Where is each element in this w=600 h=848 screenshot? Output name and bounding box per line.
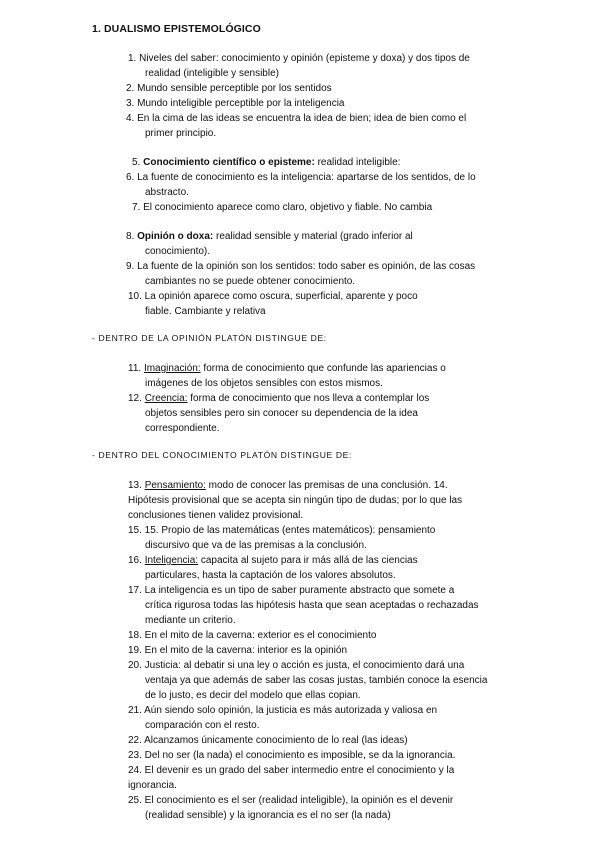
list-item-6: 6. La fuente de conocimiento es la inteligencia: apartarse de los sentidos, de lo [126, 172, 476, 183]
list-item-8-cont: conocimiento). [145, 246, 211, 257]
list-item-24-cont: ignorancia. [128, 780, 177, 791]
list-item-25-cont: (realidad sensible) y la ignorancia es el no ser (la nada) [145, 810, 391, 821]
list-item-1: 1. Niveles del saber: conocimiento y opinión (episteme y doxa) y dos tipos de [128, 53, 470, 64]
list-item-12: 12. Creencia: forma de conocimiento que nos lleva a contemplar los [128, 393, 430, 404]
list-item-17: 17. La inteligencia es un tipo de saber puramente abstracto que somete a [128, 585, 455, 596]
list-item-1-cont: realidad (inteligible y sensible) [145, 68, 279, 79]
list-item-25: 25. El conocimiento es el ser (realidad inteligible), la opinión es el devenir [128, 795, 454, 806]
list-item-9: 9. La fuente de la opinión son los sentidos: todo saber es opinión, de las cosas [126, 261, 476, 272]
list-item-17-cont: crítica rigurosa todas las hipótesis hasta que sean aceptadas o rechazadas [145, 600, 479, 611]
list-item-20: 20. Justicia: al debatir si una ley o acción es justa, el conocimiento dará una [128, 660, 465, 671]
section-heading-knowledge: - DENTRO DEL CONOCIMIENTO PLATÓN DISTINGUE DE: [92, 450, 352, 460]
list-item-24: 24. El devenir es un grado del saber intermedio entre el conocimiento y la [128, 765, 455, 776]
list-item-15: 15. 15. Propio de las matemáticas (entes matemáticos): pensamiento [128, 525, 436, 536]
list-item-18: 18. En el mito de la caverna: exterior es el conocimiento [128, 630, 377, 641]
list-item-7: 7. El conocimiento aparece como claro, objetivo y fiable. No cambia [132, 202, 433, 213]
list-item-10-cont: fiable. Cambiante y relativa [145, 306, 266, 317]
section-heading-opinion: - DENTRO DE LA OPINIÓN PLATÓN DISTINGUE DE: [92, 333, 327, 343]
list-item-22: 22. Alcanzamos únicamente conocimiento de lo real (las ideas) [128, 735, 408, 746]
list-item-4: 4. En la cima de las ideas se encuentra la idea de bien; idea de bien como el [126, 113, 467, 124]
list-item-19: 19. En el mito de la caverna: interior es la opinión [128, 645, 348, 656]
list-item-12-cont2: correspondiente. [145, 423, 220, 434]
list-item-3: 3. Mundo inteligible perceptible por la inteligencia [126, 98, 345, 109]
list-item-11-cont: imágenes de los objetos sensibles con estos mismos. [145, 378, 383, 389]
list-item-16: 16. Inteligencia: capacita al sujeto para ir más allá de las ciencias [128, 555, 418, 566]
list-item-15-cont: discursivo que va de las premisas a la conclusión. [145, 540, 367, 551]
list-item-17-cont2: mediante un criterio. [145, 615, 236, 626]
list-item-13-cont: Hipótesis provisional que se acepta sin ningún tipo de dudas; por lo que las [128, 495, 463, 506]
list-item-20-cont2: de lo justo, es decir del modelo que ellas copian. [145, 690, 361, 701]
list-item-13: 13. Pensamiento: modo de conocer las premisas de una conclusión. 14. [128, 480, 448, 491]
list-item-8: 8. Opinión o doxa: realidad sensible y material (grado inferior al [126, 231, 413, 242]
list-item-13-cont2: conclusiones tienen validez provisional. [128, 510, 304, 521]
list-item-5: 5. Conocimiento científico o episteme: realidad inteligible: [132, 157, 401, 168]
list-item-12-cont: objetos sensibles pero sin conocer su dependencia de la idea [145, 408, 418, 419]
list-item-23: 23. Del no ser (la nada) el conocimiento es imposible, se da la ignorancia. [128, 750, 456, 761]
document-title: 1. DUALISMO EPISTEMOLÓGICO [92, 23, 261, 35]
list-item-11: 11. Imaginación: forma de conocimiento que confunde las apariencias o [128, 363, 446, 374]
list-item-20-cont: ventaja ya que además de saber las cosas justas, también conoce la esencia [145, 675, 488, 686]
list-item-21-cont: comparación con el resto. [145, 720, 260, 731]
list-item-21: 21. Aún siendo solo opinión, la justicia es más autorizada y valiosa en [128, 705, 438, 716]
list-item-10: 10. La opinión aparece como oscura, superficial, aparente y poco [128, 291, 418, 302]
list-item-16-cont: particulares, hasta la captación de los valores absolutos. [145, 570, 396, 581]
list-item-2: 2. Mundo sensible perceptible por los sentidos [126, 83, 332, 94]
list-item-6-cont: abstracto. [145, 187, 189, 198]
list-item-9-cont: cambiantes no se puede obtener conocimiento. [145, 276, 356, 287]
list-item-4-cont: primer principio. [145, 128, 217, 139]
